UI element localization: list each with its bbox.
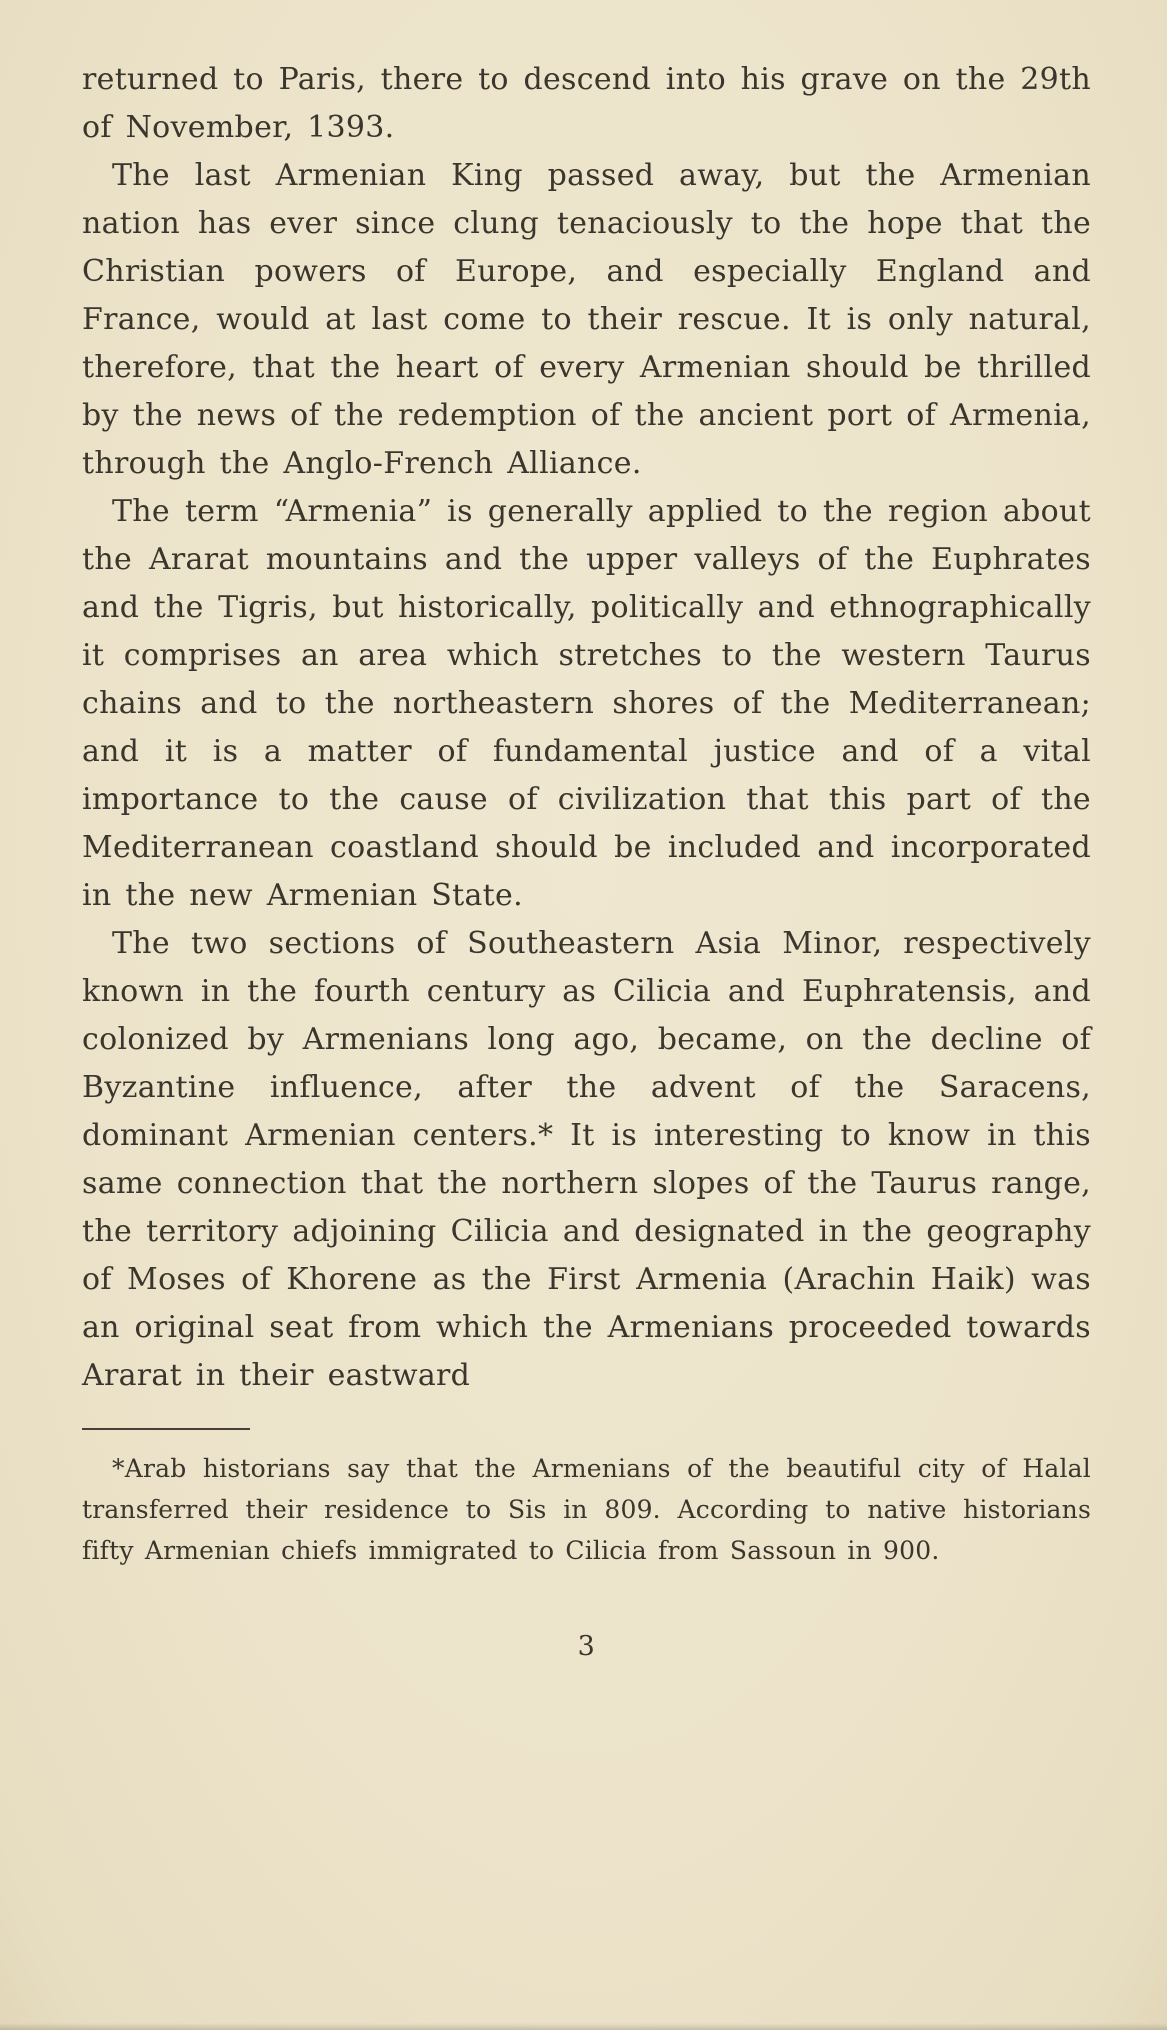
paragraph: The term “Armenia” is generally applied to the region about the Ararat mountains and the upper valleys of the Euphrates and the Tigris, but historically, politically and ethnographically it comprises an area which stretches to the western Taurus chains and to the northeastern shores of the Mediterranean; and it is a matter of fundamental justice and of a vital importance to the cause of civilization that this part of the Mediterranean coastland should be included and incorporated in the new Armenian State. bbox=[82, 494, 1091, 913]
paragraph: The last Armenian King passed away, but the Armenian nation has ever since clung tenaciously to the hope that the Christian powers of Europe, and especially England and France, would at last come to their rescue. It is only natural, therefore, that the heart of every Armenian should be thrilled by the news of the redemption of the ancient port of Armenia, through the Anglo-French Alliance. bbox=[82, 158, 1091, 481]
page-number: 3 bbox=[577, 1631, 596, 1662]
paragraph-continuation: returned to Paris, there to descend into his grave on the 29th of November, 1393. bbox=[82, 62, 1091, 145]
footnote-divider bbox=[82, 1428, 250, 1430]
paragraph: The two sections of Southeastern Asia Minor, respectively known in the fourth century as Cilicia and Euphratensis, and colonized by Armenians long ago, became, on the decline of Byzantine influence, after the advent of the Saracens, dominant Armenian centers.* It is interesting to know in this same connection that the northern slopes of the Taurus range, the territory adjoining Cilicia and designated in the geography of Moses of Khorene as the First Armenia (Arachin Haik) was an original seat from which the Armenians proceeded towards Ararat in their eastward bbox=[82, 926, 1091, 1393]
page-body bbox=[82, 56, 1091, 1400]
footnote-text: *Arab historians say that the Armenians of the beautiful city of Halal transferred their residence to Sis in 809. According to native historians fifty Armenian chiefs immigrated to Cilicia from Sassoun in 900. bbox=[82, 1454, 1091, 1565]
